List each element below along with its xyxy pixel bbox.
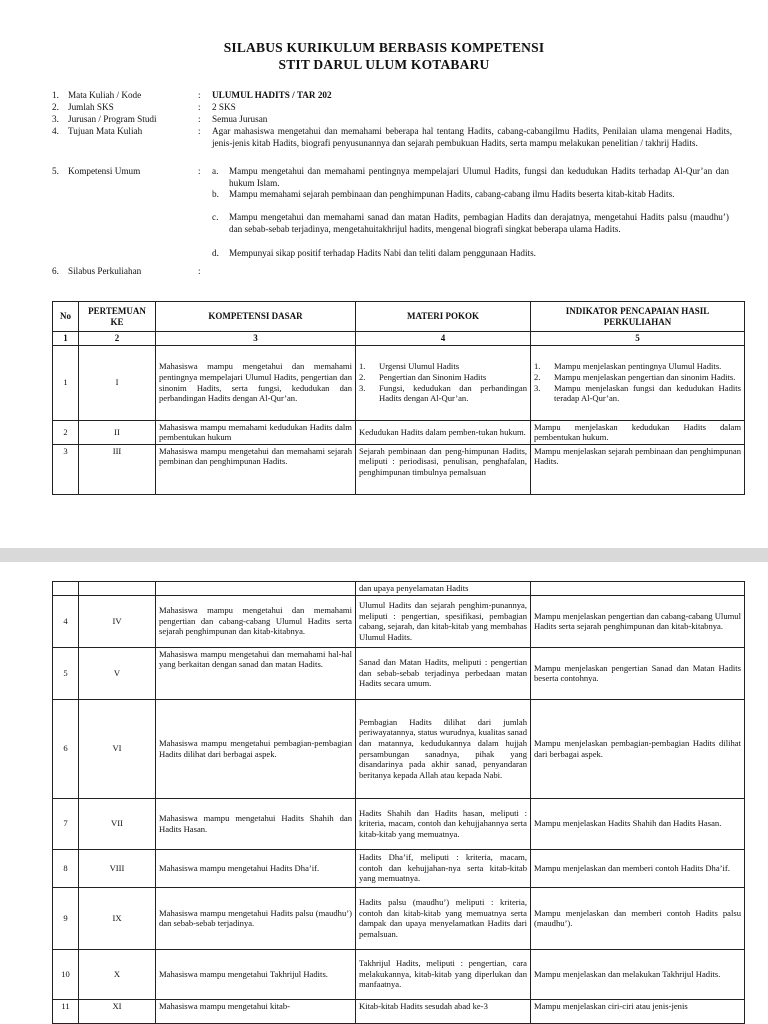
row-kompetensi: Mahasiswa mampu memahami kedudukan Hadits dalm pembentukan hukum (156, 420, 356, 444)
row-kompetensi: Mahasiswa mampu mengetahui Hadits Shahih dan Hadits Hasan. (156, 798, 356, 849)
column-number: 2 (79, 332, 156, 346)
meta-label: Kompetensi Umum (68, 166, 141, 176)
column-number: 3 (156, 332, 356, 346)
header-kompetensi-dasar: KOMPETENSI DASAR (156, 302, 356, 332)
meta-colon: : (198, 90, 201, 100)
row-number: 2 (53, 420, 79, 444)
meta-number: 4. (52, 126, 59, 136)
meta-number: 3. (52, 114, 59, 124)
table-row (53, 595, 745, 647)
indikator-item (534, 372, 741, 383)
table-row (53, 647, 745, 699)
row-pertemuan: VII (79, 798, 156, 849)
materi-text: Sejarah pembinaan dan peng-himpunan Hadits, meliputi : periodisasi, penulisan, penghafalan, penghimpunan timbulnya pemalsuan (359, 445, 527, 477)
syllabus-table-page2 (52, 581, 745, 1024)
row-indikator (531, 345, 745, 420)
syllabus-table-page1 (52, 301, 745, 495)
row-number: 10 (53, 949, 79, 999)
row-pertemuan: VIII (79, 849, 156, 887)
meta-label: Silabus Perkuliahan (68, 266, 142, 276)
kompetensi-marker: d. (212, 248, 219, 258)
row-kompetensi: Mahasiswa mampu mengetahui dan memahami sejarah pembinan dan penghimpunan Hadits. (156, 444, 356, 494)
meta-number: 6. (52, 266, 59, 276)
row-indikator: Mampu menjelaskan dan melakukan Takhrijul Hadits. (531, 949, 745, 999)
document-page-2 (0, 562, 768, 1024)
kompetensi-marker: b. (212, 189, 219, 199)
row-indikator: Mampu menjelaskan kedudukan Hadits dalam pembentukan hukum. (531, 420, 745, 444)
materi-number: 2. (359, 372, 366, 382)
materi-number: 1. (359, 361, 366, 372)
row-number: 6 (53, 699, 79, 798)
row-kompetensi: Mahasiswa mampu mengetahui Hadits palsu (maudhu’) dan sebab-sebab terjadinya. (156, 887, 356, 949)
row-number: 11 (53, 999, 79, 1023)
indikator-text: Mampu menjelaskan fungsi dan kedudukan Hadits teradap Al-Qur’an. (554, 382, 741, 404)
row-indikator (531, 582, 745, 596)
row-kompetensi: Mahasiswa mampu mengetahui kitab- (156, 999, 356, 1023)
kompetensi-text: Mempunyai sikap positif terhadap Hadits Nabi dan teliti dalam penggunaan Hadits. (229, 248, 536, 258)
row-pertemuan: III (79, 444, 156, 494)
row-number: 3 (53, 444, 79, 494)
meta-colon: : (198, 166, 201, 176)
indikator-text: Mampu menjelaskan pengertian dan sinonim Hadits. (554, 372, 736, 382)
kompetensi-text: Mampu memahami sejarah pembinaan dan penghimpunan Hadits, cabang-cabang ilmu Hadits beserta kitab-kitab Hadits. (229, 189, 675, 199)
row-indikator: Mampu menjelaskan dan memberi contoh Hadits palsu (maudhu’). (531, 887, 745, 949)
institution-title: STIT DARUL ULUM KOTABARU (278, 57, 490, 72)
table-row (53, 798, 745, 849)
meta-value-tujuan: Agar mahasiswa mengetahui dan memahami beberapa hal tentang Hadits, cabang-cabangilmu Hadits, Penilaian ulama mengenai Hadits, jenis-jenis kitab Hadits, biografi penyusunannya dan sejarah pembukuan Hadits, serta mampu melakukan penelitian / takhrij Hadits. (212, 126, 732, 148)
row-pertemuan: V (79, 647, 156, 699)
row-pertemuan (79, 582, 156, 596)
indikator-item (534, 383, 741, 404)
row-kompetensi: Mahasiswa mampu mengetahui dan memahami hal-hal yang berkaitan dengan sanad dan matan Hadits. (156, 647, 356, 699)
table-row (53, 887, 745, 949)
document-title: SILABUS KURIKULUM BERBASIS KOMPETENSI (223, 40, 545, 55)
row-pertemuan: I (79, 345, 156, 420)
row-pertemuan: X (79, 949, 156, 999)
meta-colon: : (198, 266, 201, 276)
row-indikator: Mampu menjelaskan dan memberi contoh Hadits Dha’if. (531, 849, 745, 887)
column-number: 1 (53, 332, 79, 346)
meta-number: 5. (52, 166, 59, 176)
table-row-continuation (53, 582, 745, 596)
meta-label: Tujuan Mata Kuliah (68, 126, 143, 136)
materi-number: 3. (359, 382, 366, 393)
row-materi: Hadits Shahih dan Hadits hasan, meliputi : kriteria, macam, contoh dan kehujjahannya serta kitab-kitab yang memuatnya. (356, 798, 531, 849)
row-kompetensi: Mahasiswa mampu mengetahui Hadits Dha’if. (156, 849, 356, 887)
row-indikator: Mampu menjelaskan Hadits Shahih dan Hadits Hasan. (531, 798, 745, 849)
header-indikator: INDIKATOR PENCAPAIAN HASIL PERKULIAHAN (531, 302, 745, 332)
row-number: 1 (53, 345, 79, 420)
column-number: 4 (356, 332, 531, 346)
indikator-number: 2. (534, 372, 541, 382)
column-number-row (53, 332, 745, 346)
row-materi: Takhrijul Hadits, meliputi : pengertian, cara melakukannya, kitab-kitab yang diperlukan dan manfaatnya. (356, 949, 531, 999)
indikator-item (534, 361, 741, 372)
row-pertemuan: IX (79, 887, 156, 949)
row-indikator: Mampu menjelaskan pembagian-pembagian Hadits dilihat dari berbagai aspek. (531, 699, 745, 798)
materi-text: Fungsi, kedudukan dan perbandingan Hadits dengan Al-Qur’an. (379, 382, 527, 404)
row-pertemuan: IV (79, 595, 156, 647)
row-pertemuan: VI (79, 699, 156, 798)
kompetensi-marker: a. (212, 166, 219, 176)
meta-label: Jurusan / Program Studi (68, 114, 157, 124)
table-row (53, 999, 745, 1023)
row-number: 9 (53, 887, 79, 949)
row-materi: Kitab-kitab Hadits sesudah abad ke-3 (356, 999, 531, 1023)
kompetensi-text: Mampu mengetahui dan memahami pentingnya mempelajari Ulumul Hadits, fungsi dan kedudukan Hadits terhadap Al-Qur’an dan hukum Islam. (229, 166, 729, 188)
row-materi: Ulumul Hadits dan sejarah penghim-punannya, meliputi : pengertian, spesifikasi, pembagian cabang, sejarah, dan kitab-kitab yang membahas Ulumul Hadits. (356, 595, 531, 647)
row-indikator: Mampu menjelaskan ciri-ciri atau jenis-jenis (531, 999, 745, 1023)
table-row (53, 849, 745, 887)
row-number: 8 (53, 849, 79, 887)
table-header-row (53, 302, 745, 332)
meta-colon: : (198, 102, 201, 112)
row-materi (356, 345, 531, 420)
table-row (53, 420, 745, 444)
meta-colon: : (198, 114, 201, 124)
row-materi: Hadits palsu (maudhu’) meliputi : kriteria, contoh dan kitab-kitab yang memuatnya serta dampak dan upaya menyelamatkan Hadits dari pemalsuan. (356, 887, 531, 949)
meta-value-sks: 2 SKS (212, 102, 236, 112)
meta-number: 1. (52, 90, 59, 100)
meta-value-course: ULUMUL HADITS / TAR 202 (212, 90, 332, 100)
meta-row-tujuan (52, 126, 732, 164)
materi-text: Pengertian dan Sinonim Hadits (379, 372, 487, 382)
row-materi: Pembagian Hadits dilihat dari jumlah periwayatannya, status wurudnya, kualitas sanad dan matannya, kedudukannya dalam hujjah persambungan sanadnya, pihak yang disandarinya pada akhir sanad, penyandaran beritanya kepada Allah atau kepada Nabi. (356, 699, 531, 798)
row-kompetensi: Mahasiswa mampu mengetahui dan memahami pengertian dan cabang-cabang Ulumul Hadits serta sejarah penghimpunan dan kitab-kitabnya. (156, 595, 356, 647)
table-row (53, 699, 745, 798)
row-materi: Hadits Dha’if, meliputi : kriteria, macam, contoh dan kehujjahan-nya serta kitab-kitab yang memuatnya. (356, 849, 531, 887)
meta-row-kompetensi (52, 166, 732, 266)
row-pertemuan: II (79, 420, 156, 444)
meta-label: Mata Kuliah / Kode (68, 90, 142, 100)
materi-item (359, 372, 527, 383)
row-kompetensi (156, 582, 356, 596)
kompetensi-text: Mampu mengetahui dan memahami sanad dan matan Hadits, pembagian Hadits dan derajatnya, mengetahui Hadits palsu (maudhu’) dan sebab-sebab terjadinya, mengetahuitakhrijul hadits, mengenal biografi singkat beberapa ulama Hadits. (229, 212, 729, 234)
row-pertemuan: XI (79, 999, 156, 1023)
materi-text: Urgensi Ulumul Hadits (379, 361, 460, 372)
row-kompetensi: Mahasiswa mampu mengetahui dan memahami pentingnya mempelajari Ulumul Hadits, pengertian dan sinonim Hadits, serta fungsi, kedudukan dan perbandingan Hadits dengan Al-Qur’an. (156, 345, 356, 420)
row-number: 7 (53, 798, 79, 849)
header-pertemuan: PERTEMUAN KE (79, 302, 156, 332)
indikator-number: 3. (534, 382, 541, 393)
indikator-number: 1. (534, 361, 541, 372)
row-materi: Sanad dan Matan Hadits, meliputi : pengertian dan sebab-sebab terjadinya perbedaan matan Hadits secara umum. (356, 647, 531, 699)
row-materi: Kedudukan Hadits dalam pemben-tukan hukum. (356, 420, 531, 444)
meta-label: Jumlah SKS (68, 102, 114, 112)
row-number (53, 582, 79, 596)
column-number: 5 (531, 332, 745, 346)
row-materi (356, 444, 531, 494)
row-indikator: Mampu menjelaskan pengertian dan cabang-cabang Ulumul Hadits serta sejarah penghimpunan dan kitab-kitabnya. (531, 595, 745, 647)
indikator-text: Mampu menjelaskan pentingnya Ulumul Hadits. (554, 361, 722, 372)
header-materi-pokok: MATERI POKOK (356, 302, 531, 332)
row-indikator: Mampu menjelaskan sejarah pembinaan dan penghimpunan Hadits. (531, 444, 745, 494)
meta-colon: : (198, 126, 201, 136)
row-indikator: Mampu menjelaskan pengertian Sanad dan Matan Hadits beserta contohnya. (531, 647, 745, 699)
table-row (53, 345, 745, 420)
row-kompetensi: Mahasiswa mampu mengetahui Takhrijul Hadits. (156, 949, 356, 999)
row-kompetensi: Mahasiswa mampu mengetahui pembagian-pembagian Hadits dilihat dari berbagai aspek. (156, 699, 356, 798)
materi-item (359, 361, 527, 372)
row-number: 4 (53, 595, 79, 647)
meta-value-jurusan: Semua Jurusan (212, 114, 268, 124)
header-no: No (53, 302, 79, 332)
materi-item (359, 383, 527, 404)
row-materi: dan upaya penyelamatan Hadits (356, 582, 531, 596)
table-row (53, 444, 745, 494)
meta-number: 2. (52, 102, 59, 112)
row-number: 5 (53, 647, 79, 699)
table-row (53, 949, 745, 999)
kompetensi-marker: c. (212, 212, 219, 222)
